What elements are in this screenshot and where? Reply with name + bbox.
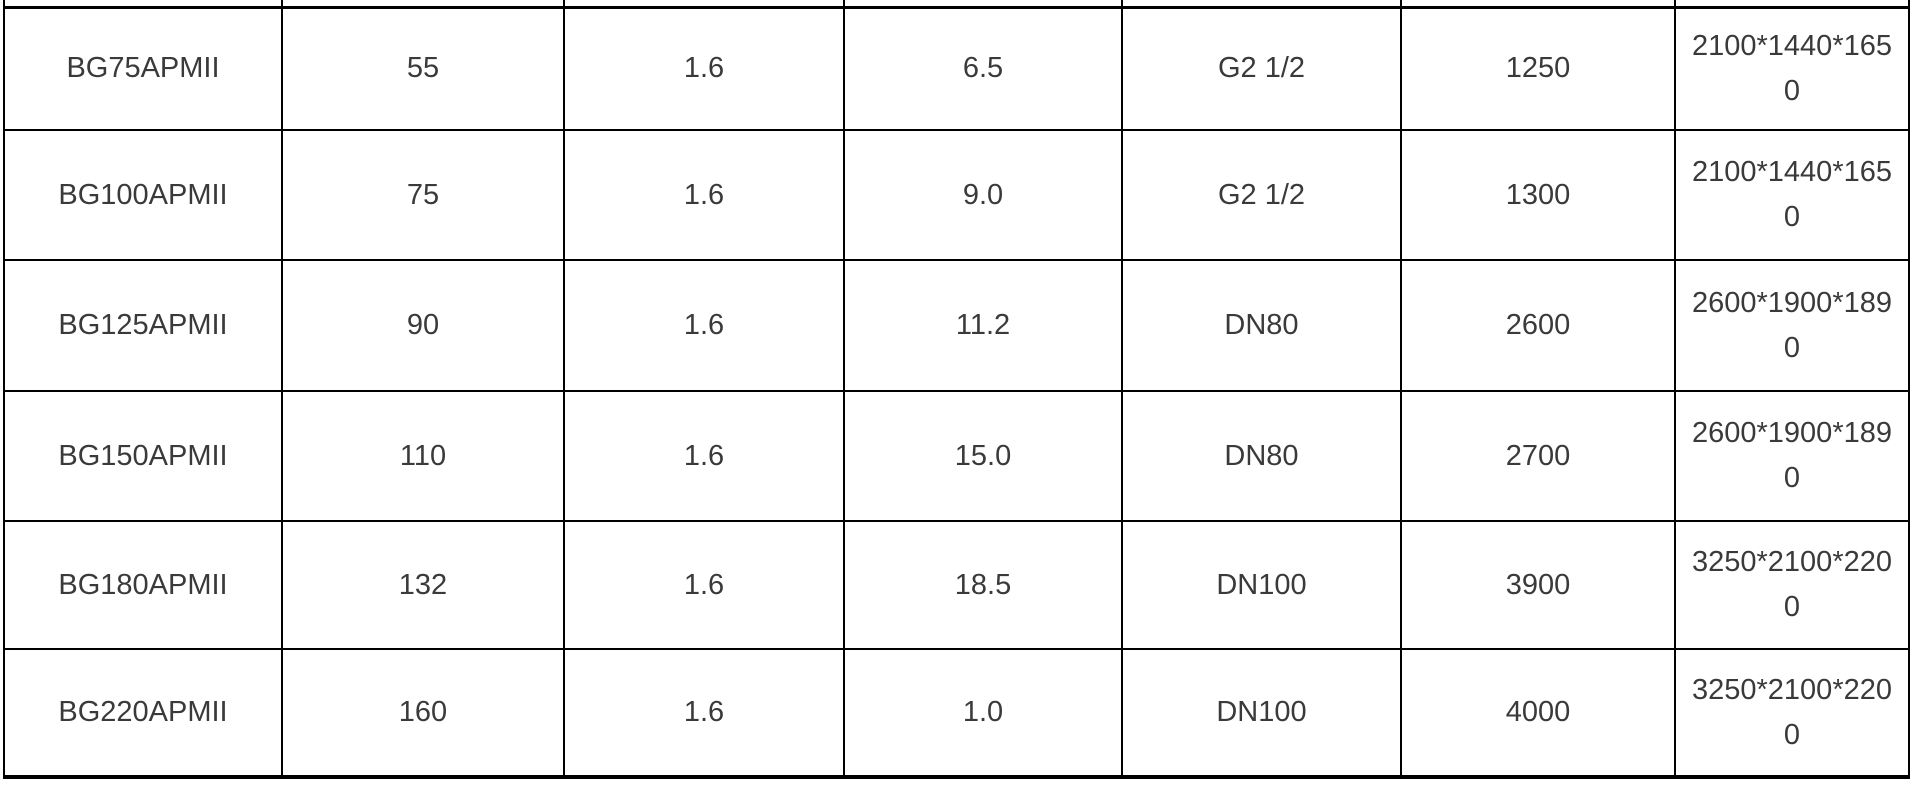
table-row	[4, 391, 1909, 521]
spec-cell: BG125APMII	[4, 260, 282, 391]
spec-cell: DN100	[1122, 521, 1401, 649]
clipped-cell	[564, 0, 844, 7]
clipped-cell	[4, 0, 282, 7]
table-row	[4, 521, 1909, 649]
spec-cell: 2600*1900*1890	[1675, 260, 1909, 391]
spec-cell: 9.0	[844, 130, 1122, 260]
spec-cell: 2700	[1401, 391, 1675, 521]
spec-table	[3, 0, 1910, 779]
spec-cell: BG220APMII	[4, 649, 282, 777]
spec-cell: 11.2	[844, 260, 1122, 391]
spec-cell: 1.6	[564, 7, 844, 130]
spec-cell: 3250*2100*2200	[1675, 521, 1909, 649]
table-row	[4, 260, 1909, 391]
spec-cell: 1.6	[564, 260, 844, 391]
clipped-cell	[282, 0, 564, 7]
spec-cell: 4000	[1401, 649, 1675, 777]
spec-cell: 1300	[1401, 130, 1675, 260]
spec-cell: BG180APMII	[4, 521, 282, 649]
spec-cell: 3900	[1401, 521, 1675, 649]
spec-cell: G2 1/2	[1122, 130, 1401, 260]
spec-cell: 160	[282, 649, 564, 777]
spec-cell: G2 1/2	[1122, 7, 1401, 130]
spec-cell: 2600	[1401, 260, 1675, 391]
spec-table-body	[4, 0, 1909, 777]
spec-cell: BG100APMII	[4, 130, 282, 260]
spec-cell: 1250	[1401, 7, 1675, 130]
spec-cell: DN100	[1122, 649, 1401, 777]
spec-cell: 15.0	[844, 391, 1122, 521]
clipped-cell	[1122, 0, 1401, 7]
spec-cell: 3250*2100*2200	[1675, 649, 1909, 777]
spec-cell: 2100*1440*1650	[1675, 7, 1909, 130]
spec-cell: 75	[282, 130, 564, 260]
clipped-row	[4, 0, 1909, 7]
clipped-cell	[1675, 0, 1909, 7]
table-row	[4, 130, 1909, 260]
spec-cell: BG75APMII	[4, 7, 282, 130]
clipped-cell	[1401, 0, 1675, 7]
clipped-cell	[844, 0, 1122, 7]
spec-cell: 1.0	[844, 649, 1122, 777]
spec-cell: 6.5	[844, 7, 1122, 130]
table-row	[4, 7, 1909, 130]
spec-cell: DN80	[1122, 391, 1401, 521]
spec-cell: 1.6	[564, 130, 844, 260]
spec-cell: 2100*1440*1650	[1675, 130, 1909, 260]
spec-cell: 1.6	[564, 649, 844, 777]
spec-cell: 2600*1900*1890	[1675, 391, 1909, 521]
table-row	[4, 649, 1909, 777]
spec-cell: 110	[282, 391, 564, 521]
spec-cell: 90	[282, 260, 564, 391]
spec-cell: 55	[282, 7, 564, 130]
spec-cell: 132	[282, 521, 564, 649]
spec-cell: 1.6	[564, 391, 844, 521]
spec-cell: DN80	[1122, 260, 1401, 391]
spec-cell: BG150APMII	[4, 391, 282, 521]
spec-cell: 18.5	[844, 521, 1122, 649]
spec-cell: 1.6	[564, 521, 844, 649]
